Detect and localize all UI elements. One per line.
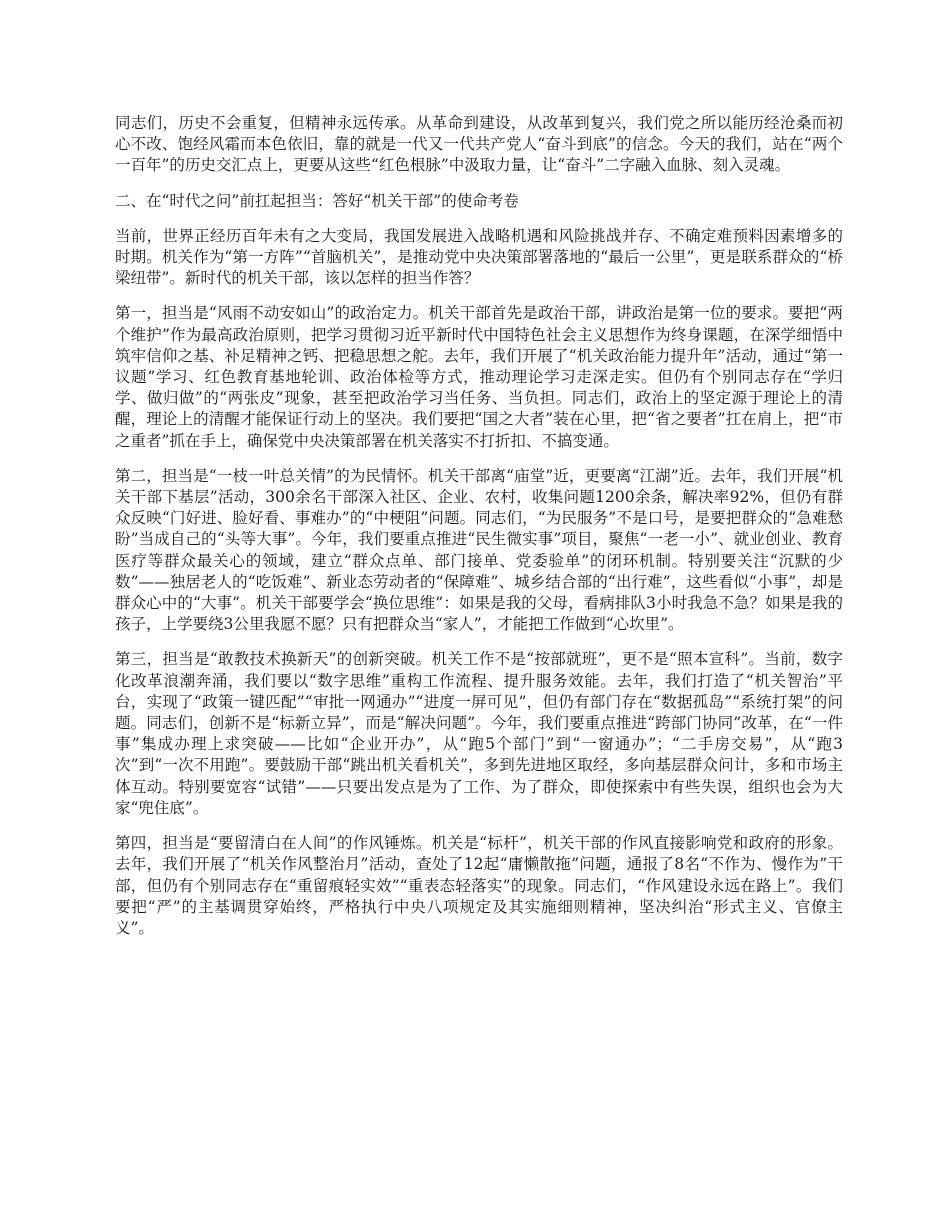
document-body <box>115 113 843 953</box>
paragraph-first-political: 第一，担当是“风雨不动安如山”的政治定力。机关干部首先是政治干部，讲政治是第一位的要求。要把“两个维护”作为最高政治原则，把学习贯彻习近平新时代中国特色社会主义思想作为终身课题，在深学细悟中筑牢信仰之基、补足精神之钙、把稳思想之舵。去年，我们开展了“机关政治能力提升年”活动，通过“第一议题”学习、红色教育基地轮训、政治体检等方式，推动理论学习走深走实。但仍有个别同志存在“学归学、做归做”的“两张皮”现象，甚至把政治学习当任务、当负担。同志们，政治上的坚定源于理论上的清醒，理论上的清醒才能保证行动上的坚决。我们要把“国之大者”装在心里，把“省之要者”扛在肩上，把“市之重者”抓在手上，确保党中央决策部署在机关落实不打折扣、不搞变通。 <box>115 304 843 450</box>
paragraph-fourth-style: 第四，担当是“要留清白在人间”的作风锤炼。机关是“标杆”，机关干部的作风直接影响党和政府的形象。去年，我们开展了“机关作风整治月”活动，查处了12起“庸懒散拖”问题，通报了8名“不作为、慢作为”干部，但仍有个别同志存在“重留痕轻实效”“重表态轻落实”的现象。同志们，“作风建设永远在路上”。我们要把“严”的主基调贯穿始终，严格执行中央八项规定及其实施细则精神，坚决纠治“形式主义、官僚主义”。 <box>115 834 843 937</box>
paragraph-third-innovation: 第三，担当是“敢教技术换新天”的创新突破。机关工作不是“按部就班”，更不是“照本宣科”。当前，数字化改革浪潮奔涌，我们要以“数字思维”重构工作流程、提升服务效能。去年，我们打造了“机关智治”平台，实现了“政策一键匹配”“审批一网通办”“进度一屏可见”，但仍有部门存在“数据孤岛”“系统打架”的问题。同志们，创新不是“标新立异”，而是“解决问题”。今年，我们要重点推进“跨部门协同”改革，在“一件事”集成办理上求突破——比如“企业开办”，从“跑5个部门”到“一窗通办”；“二手房交易”，从“跑3次”到“一次不用跑”。要鼓励干部“跳出机关看机关”，多到先进地区取经，多向基层群众问计，多和市场主体互动。特别要宽容“试错”——只要出发点是为了工作、为了群众，即使探索中有些失误，组织也会为大家“兜住底”。 <box>115 650 843 817</box>
paragraph-second-people: 第二，担当是“一枝一叶总关情”的为民情怀。机关干部离“庙堂”近，更要离“江湖”近。去年，我们开展“机关干部下基层”活动，300余名干部深入社区、企业、农村，收集问题1200余条，解决率92%，但仍有群众反映“门好进、脸好看、事难办”的“中梗阻”问题。同志们，“为民服务”不是口号，是要把群众的“急难愁盼”当成自己的“头等大事”。今年，我们要重点推进“民生微实事”项目，聚焦“一老一小”、就业创业、教育医疗等群众最关心的领域，建立“群众点单、部门接单、党委验单”的闭环机制。特别要关注“沉默的少数”——独居老人的“吃饭难”、新业态劳动者的“保障难”、城乡结合部的“出行难”，这些看似“小事”，却是群众心中的“大事”。机关干部要学会“换位思维”：如果是我的父母，看病排队3小时我急不急？如果是我的孩子，上学要绕3公里我愿不愿？只有把群众当“家人”，才能把工作做到“心坎里”。 <box>115 466 843 634</box>
paragraph-history-inheritance: 同志们，历史不会重复，但精神永远传承。从革命到建设，从改革到复兴，我们党之所以能历经沧桑而初心不改、饱经风霜而本色依旧，靠的就是一代又一代共产党人“奋斗到底”的信念。今天的我们，站在“两个一百年”的历史交汇点上，更要从这些“红色根脉”中汲取力量，让“奋斗”二字融入血脉、刻入灵魂。 <box>115 114 843 175</box>
section-heading-two: 二、在“时代之问”前扛起担当：答好“机关干部”的使命考卷 <box>115 191 519 210</box>
paragraph-current-situation: 当前，世界正经历百年未有之大变局，我国发展进入战略机遇和风险挑战并存、不确定难预料因素增多的时期。机关作为“第一方阵”“首脑机关”，是推动党中央决策部署落地的“最后一公里”，更是联系群众的“桥梁纽带”。新时代的机关干部，该以怎样的担当作答？ <box>115 226 843 288</box>
